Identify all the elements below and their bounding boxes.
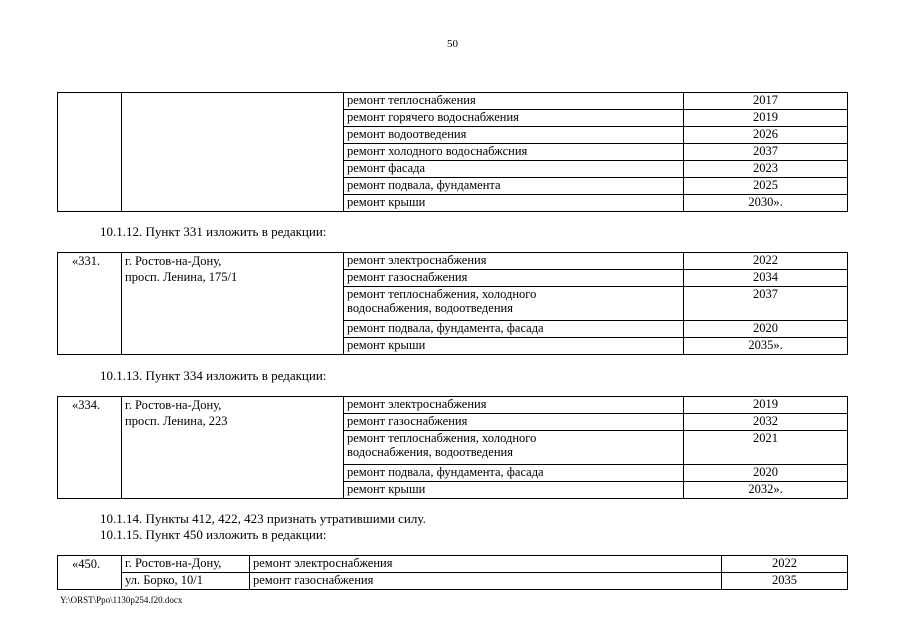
item-number: «450. xyxy=(58,556,122,590)
work-line: водоснабжения, водоотведения xyxy=(347,445,513,459)
address-cell xyxy=(122,93,344,212)
year-cell: 2023 xyxy=(684,161,848,178)
num-cell xyxy=(58,93,122,212)
work-cell: ремонт подвала, фундамента, фасада xyxy=(344,465,684,482)
table-row xyxy=(58,93,848,110)
work-line: ремонт теплоснабжения, холодного xyxy=(347,287,537,301)
paragraph-10-1-13: 10.1.13. Пункт 334 изложить в редакции: xyxy=(100,368,327,383)
year-cell: 2017 xyxy=(684,93,848,110)
work-cell: ремонт крыши xyxy=(344,195,684,212)
table-item-334 xyxy=(57,396,848,499)
work-cell xyxy=(344,431,684,465)
year-cell: 2037 xyxy=(684,287,848,321)
year-cell: 2019 xyxy=(684,397,848,414)
address-line: г. Ростов-на-Дону, xyxy=(125,398,222,412)
address-line: просп. Ленина, 175/1 xyxy=(125,270,238,284)
work-cell: ремонт горячего водоснабжения xyxy=(344,110,684,127)
year-cell: 2034 xyxy=(684,270,848,287)
address-line: просп. Ленина, 223 xyxy=(125,414,228,428)
paragraph-10-1-14: 10.1.14. Пункты 412, 422, 423 признать утратившими силу. xyxy=(100,511,426,526)
table-row xyxy=(58,556,848,573)
year-cell: 2019 xyxy=(684,110,848,127)
paragraph-10-1-12: 10.1.12. Пункт 331 изложить в редакции: xyxy=(100,224,327,239)
year-cell: 2026 xyxy=(684,127,848,144)
year-cell: 2022 xyxy=(722,556,848,573)
table-item-331 xyxy=(57,252,848,355)
table-row xyxy=(58,573,848,590)
year-cell: 2030». xyxy=(684,195,848,212)
table-continuation xyxy=(57,92,848,212)
work-line: ремонт теплоснабжения, холодного xyxy=(347,431,537,445)
work-cell: ремонт фасада xyxy=(344,161,684,178)
address-cell xyxy=(122,397,344,499)
work-cell xyxy=(344,287,684,321)
year-cell: 2032 xyxy=(684,414,848,431)
table-row xyxy=(58,253,848,270)
year-cell: 2020 xyxy=(684,321,848,338)
table-row xyxy=(58,397,848,414)
work-cell: ремонт подвала, фундамента, фасада xyxy=(344,321,684,338)
address-cell: ул. Борко, 10/1 xyxy=(122,573,250,590)
work-cell: ремонт теплоснабжения xyxy=(344,93,684,110)
footer-file-path: Y:\ORST\Ppo\1130p254.f20.docx xyxy=(60,595,183,605)
year-cell: 2035 xyxy=(722,573,848,590)
work-cell: ремонт газоснабжения xyxy=(250,573,722,590)
work-cell: ремонт газоснабжения xyxy=(344,270,684,287)
work-cell: ремонт подвала, фундамента xyxy=(344,178,684,195)
item-number: «334. xyxy=(58,397,122,499)
work-line: водоснабжения, водоотведения xyxy=(347,301,513,315)
year-cell: 2035». xyxy=(684,338,848,355)
item-number: «331. xyxy=(58,253,122,355)
address-line: г. Ростов-на-Дону, xyxy=(125,254,222,268)
work-cell: ремонт крыши xyxy=(344,338,684,355)
year-cell: 2020 xyxy=(684,465,848,482)
year-cell: 2025 xyxy=(684,178,848,195)
work-cell: ремонт холодного водоснабжсния xyxy=(344,144,684,161)
work-cell: ремонт водоотведения xyxy=(344,127,684,144)
address-cell xyxy=(122,253,344,355)
work-cell: ремонт крыши xyxy=(344,482,684,499)
address-cell: г. Ростов-на-Дону, xyxy=(122,556,250,573)
work-cell: ремонт электроснабжения xyxy=(344,397,684,414)
table-item-450 xyxy=(57,555,848,590)
year-cell: 2037 xyxy=(684,144,848,161)
year-cell: 2021 xyxy=(684,431,848,465)
work-cell: ремонт газоснабжения xyxy=(344,414,684,431)
paragraph-10-1-15: 10.1.15. Пункт 450 изложить в редакции: xyxy=(100,527,327,542)
page-number: 50 xyxy=(447,38,458,50)
year-cell: 2032». xyxy=(684,482,848,499)
work-cell: ремонт электроснабжения xyxy=(250,556,722,573)
work-cell: ремонт электроснабжения xyxy=(344,253,684,270)
year-cell: 2022 xyxy=(684,253,848,270)
